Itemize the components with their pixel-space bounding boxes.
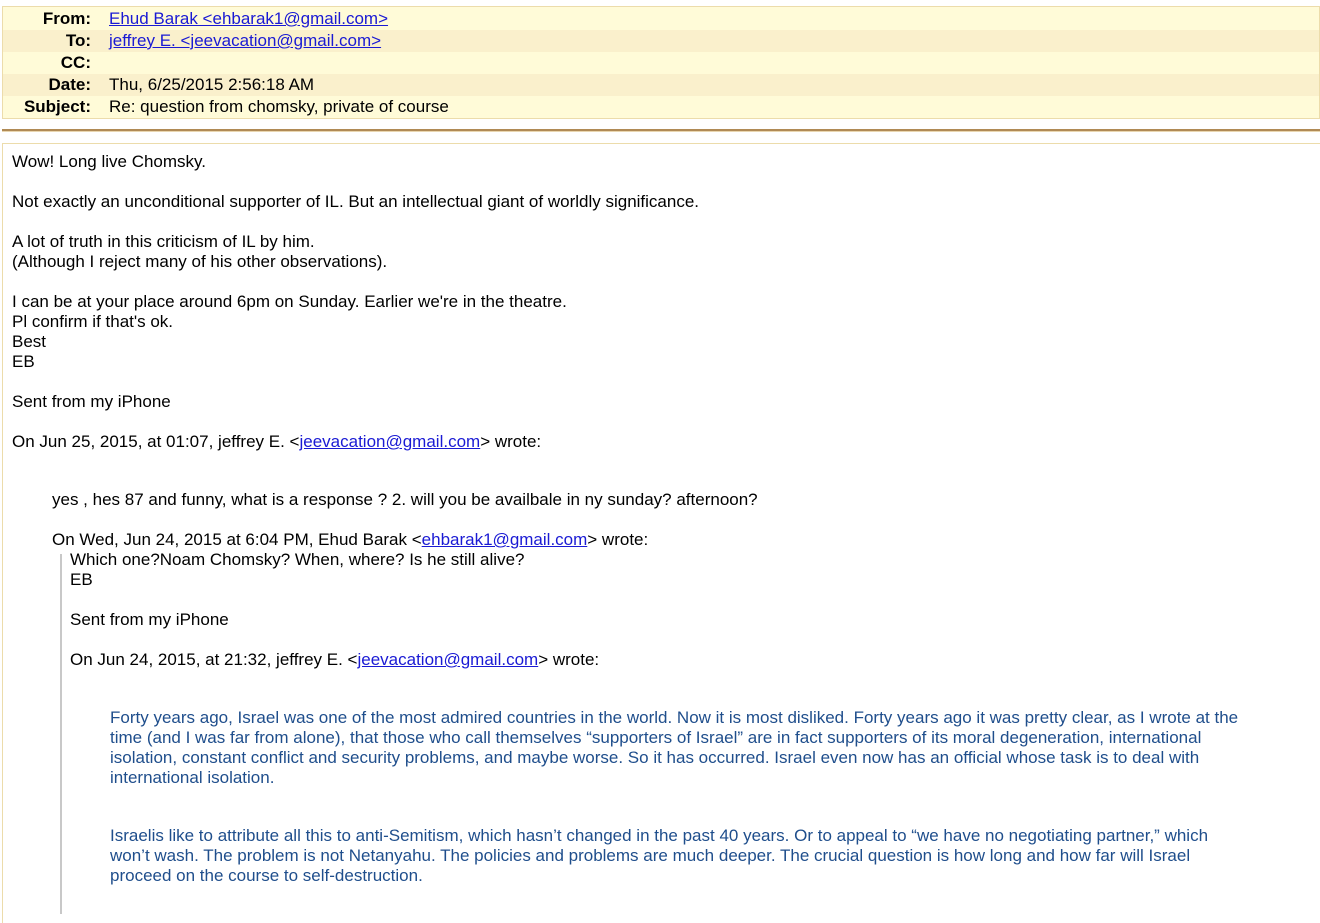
quoted-paragraph: Israelis like to attribute all this to anti-Semitism, which hasn’t changed in the past 40 years. Or to appeal to “we have no negotiating partner,” which won’t wash. The problem is not Netanyahu. The policies and problems are much deeper. The crucial question is how long and how far will Israel proceed on the course to self-destruction. (110, 826, 1209, 885)
date-value: Thu, 6/25/2015 2:56:18 AM (109, 75, 315, 94)
attribution-prefix: On Wed, Jun 24, 2015 at 6:04 PM, Ehud Barak < (52, 530, 422, 549)
to-row (3, 30, 1319, 52)
email-header (2, 6, 1320, 119)
quoted-line: EB (70, 570, 93, 589)
attribution-suffix: > wrote: (587, 530, 649, 549)
email-link[interactable]: jeevacation@gmail.com (299, 432, 481, 451)
header-divider-shadow (2, 131, 1320, 132)
attribution-prefix: On Jun 25, 2015, at 01:07, jeffrey E. < (12, 432, 300, 451)
quote-attribution (70, 650, 599, 670)
quote-bar (60, 554, 62, 914)
signature-line: Sent from my iPhone (12, 392, 171, 411)
body-line: (Although I reject many of his other observations). (12, 252, 388, 271)
quote-attribution (12, 432, 541, 452)
quoted-line: yes , hes 87 and funny, what is a response ? 2. will you be availbale in ny sunday? afternoon? (52, 490, 758, 509)
attribution-prefix: On Jun 24, 2015, at 21:32, jeffrey E. < (70, 650, 358, 669)
to-link[interactable]: jeffrey E. <jeevacation@gmail.com> (109, 31, 382, 50)
from-link[interactable]: Ehud Barak <ehbarak1@gmail.com> (109, 9, 389, 28)
body-line: EB (12, 352, 35, 371)
body-line: I can be at your place around 6pm on Sunday. Earlier we're in the theatre. (12, 292, 567, 311)
subject-row (3, 96, 1319, 118)
email-link[interactable]: jeevacation@gmail.com (357, 650, 539, 669)
quoted-line: Which one?Noam Chomsky? When, where? Is he still alive? (70, 550, 525, 569)
email-link[interactable]: ehbarak1@gmail.com (421, 530, 588, 549)
signature-line: Sent from my iPhone (70, 610, 229, 629)
subject-value: Re: question from chomsky, private of course (109, 97, 449, 116)
body-line: Not exactly an unconditional supporter of IL. But an intellectual giant of worldly significance. (12, 192, 700, 211)
body-line: Best (12, 332, 47, 351)
subject-label: Subject: (23, 97, 91, 116)
quote-attribution (52, 530, 648, 550)
body-line: A lot of truth in this criticism of IL by him. (12, 232, 315, 251)
cc-label: CC: (60, 53, 91, 72)
date-row (3, 74, 1319, 96)
attribution-suffix: > wrote: (480, 432, 542, 451)
body-line: Wow! Long live Chomsky. (12, 152, 206, 171)
attribution-suffix: > wrote: (538, 650, 600, 669)
from-label: From: (42, 9, 91, 28)
quoted-paragraph: Forty years ago, Israel was one of the most admired countries in the world. Now it is most disliked. Forty years ago it was pretty clear, as I wrote at the time (and I was far from alone), that those who call themselves “supporters of Israel” are in fact supporters of its moral degeneration, international isolation, constant conflict and security problems, and maybe worse. So it has occurred. Israel even now has an official whose task is to deal with international isolation. (110, 708, 1239, 787)
from-row (3, 8, 1319, 30)
cc-row (3, 52, 1319, 74)
body-line: Pl confirm if that's ok. (12, 312, 174, 331)
to-label: To: (65, 31, 91, 50)
date-label: Date: (48, 75, 91, 94)
